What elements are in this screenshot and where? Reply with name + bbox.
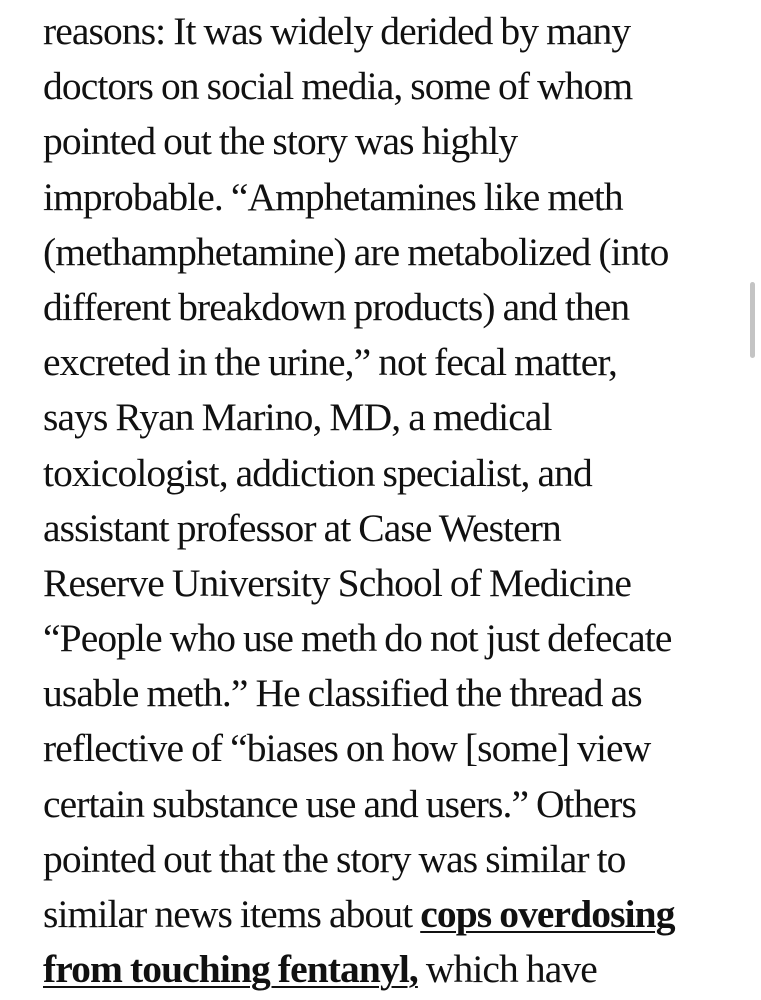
text-line: improbable. “Amphetamines like meth — [43, 174, 623, 219]
text-line: reflective of “biases on how [some] view — [43, 726, 651, 771]
fentanyl-article-link[interactable]: cops overdosing — [420, 892, 675, 936]
text-line: excreted in the urine,” not fecal matter, — [43, 340, 618, 385]
text-line: assistant professor at Case Western — [43, 505, 561, 550]
text-line: certain substance use and users.” Others — [43, 781, 636, 826]
text-line: different breakdown products) and then — [43, 284, 630, 329]
text-segment: which have — [417, 947, 597, 992]
text-line-with-link — [43, 887, 743, 942]
text-segment: similar news items about — [43, 892, 421, 936]
text-line: doctors on social media, some of whom — [43, 64, 633, 109]
text-line: Reserve University School of Medicine — [43, 560, 631, 605]
fentanyl-article-link-continued[interactable]: from touching fentanyl, — [43, 947, 418, 992]
text-line: says Ryan Marino, MD, a medical — [43, 395, 552, 440]
article-body — [43, 4, 743, 997]
scrollbar-thumb[interactable] — [750, 282, 755, 358]
text-line: “People who use meth do not just defecate — [43, 616, 672, 661]
text-line: (methamphetamine) are metabolized (into — [43, 229, 669, 274]
text-line: reasons: It was widely derided by many — [43, 9, 631, 53]
text-line-with-link — [43, 942, 743, 997]
text-line: usable meth.” He classified the thread as — [43, 671, 642, 716]
text-line: toxicologist, addiction specialist, and — [43, 450, 592, 495]
text-line: pointed out the story was highly — [43, 119, 518, 164]
text-line: pointed out that the story was similar to — [43, 836, 626, 881]
